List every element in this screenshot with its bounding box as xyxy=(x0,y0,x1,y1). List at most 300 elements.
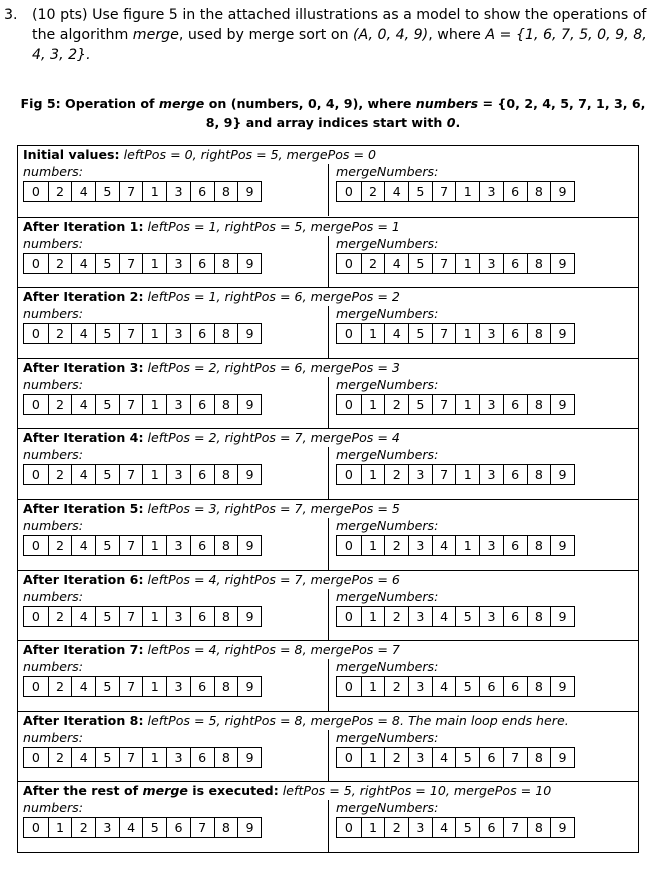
array-cell: 9 xyxy=(237,536,261,555)
array-cell: 4 xyxy=(71,254,95,273)
array-cell: 8 xyxy=(214,254,238,273)
array-cell: 1 xyxy=(142,748,166,767)
array-cell: 6 xyxy=(190,607,214,626)
array-cell: 6 xyxy=(190,748,214,767)
array-cell: 6 xyxy=(190,324,214,343)
numbers-column xyxy=(18,447,329,499)
array-cell: 5 xyxy=(455,677,479,696)
iteration-values: leftPos = 1, rightPos = 5, mergePos = 1 xyxy=(143,218,400,234)
array-cell: 2 xyxy=(384,748,408,767)
numbers-column xyxy=(18,800,329,852)
array-cell: 6 xyxy=(503,677,527,696)
array-cell: 2 xyxy=(48,182,72,201)
iteration-prefix-italic: merge xyxy=(142,783,188,799)
array-cell: 7 xyxy=(119,607,143,626)
iteration-values: leftPos = 1, rightPos = 6, mergePos = 2 xyxy=(143,289,400,305)
numbers-array xyxy=(23,464,262,485)
array-cell: 9 xyxy=(237,395,261,414)
array-cell: 4 xyxy=(71,182,95,201)
array-cell: 6 xyxy=(479,677,503,696)
array-cell: 9 xyxy=(550,748,574,767)
array-cell: 7 xyxy=(119,677,143,696)
array-cell: 9 xyxy=(550,818,574,837)
array-cell: 5 xyxy=(455,818,479,837)
numbers-column xyxy=(18,730,329,782)
array-cell: 6 xyxy=(503,182,527,201)
question-number: 3. xyxy=(4,7,18,23)
array-cell: 2 xyxy=(48,324,72,343)
array-cell: 9 xyxy=(550,607,574,626)
array-cell: 3 xyxy=(166,607,190,626)
merge-numbers-label: mergeNumbers: xyxy=(336,729,439,745)
iteration-section xyxy=(18,146,638,217)
iteration-values: leftPos = 2, rightPos = 6, mergePos = 3 xyxy=(143,359,400,375)
array-cell: 9 xyxy=(550,395,574,414)
array-cell: 9 xyxy=(237,818,261,837)
numbers-label: numbers: xyxy=(23,235,83,251)
array-cell: 2 xyxy=(48,254,72,273)
array-cell: 5 xyxy=(95,254,119,273)
array-cell: 4 xyxy=(71,395,95,414)
array-cell: 3 xyxy=(166,182,190,201)
array-cell: 6 xyxy=(190,677,214,696)
caption-b: on (numbers, 0, 4, 9), where xyxy=(204,96,416,111)
iteration-section xyxy=(18,217,638,288)
merge-numbers-column xyxy=(329,164,638,216)
numbers-label: numbers: xyxy=(23,376,83,392)
array-cell: 5 xyxy=(408,182,432,201)
iteration-prefix xyxy=(23,572,143,587)
array-cell: 2 xyxy=(384,677,408,696)
array-cell: 5 xyxy=(95,182,119,201)
array-cell: 8 xyxy=(214,395,238,414)
array-cell: 8 xyxy=(214,607,238,626)
merge-numbers-label: mergeNumbers: xyxy=(336,376,439,392)
array-cell: 0 xyxy=(344,538,353,553)
array-cell: 7 xyxy=(432,182,456,201)
question-merge-word: merge xyxy=(132,27,179,43)
numbers-column xyxy=(18,377,329,429)
caption-merge: merge xyxy=(158,96,205,111)
array-cell: 2 xyxy=(384,395,408,414)
array-cell: 4 xyxy=(384,254,408,273)
array-cell: 1 xyxy=(455,536,479,555)
array-cell: 2 xyxy=(71,818,95,837)
merge-numbers-array xyxy=(336,535,575,556)
array-cell: 7 xyxy=(119,324,143,343)
iteration-section xyxy=(18,287,638,358)
numbers-column xyxy=(18,659,329,711)
array-cell: 2 xyxy=(48,607,72,626)
array-cell: 1 xyxy=(142,395,166,414)
array-cell: 1 xyxy=(455,465,479,484)
merge-numbers-array xyxy=(336,181,575,202)
array-cell: 8 xyxy=(214,677,238,696)
iteration-prefix-text: After Iteration 5: xyxy=(23,501,144,516)
array-cell: 1 xyxy=(142,465,166,484)
iteration-state xyxy=(23,572,400,588)
array-cell: 9 xyxy=(550,465,574,484)
array-cell: 9 xyxy=(550,254,574,273)
array-cell: 4 xyxy=(71,748,95,767)
array-cell: 3 xyxy=(166,254,190,273)
array-cell: 3 xyxy=(408,536,432,555)
iteration-prefix-text: After Iteration 7: xyxy=(23,642,144,658)
array-cell: 6 xyxy=(166,818,190,837)
array-cell: 0 xyxy=(344,467,353,483)
merge-numbers-column xyxy=(329,306,638,358)
array-cell: 9 xyxy=(550,182,574,201)
iteration-state xyxy=(23,219,400,235)
iteration-state xyxy=(23,501,400,517)
array-cell: 1 xyxy=(361,465,385,484)
array-cell: 7 xyxy=(119,465,143,484)
array-cell: 2 xyxy=(384,818,408,837)
array-cell: 1 xyxy=(455,395,479,414)
merge-numbers-label: mergeNumbers: xyxy=(336,800,439,816)
array-cell: 0 xyxy=(344,679,353,695)
array-cell: 6 xyxy=(190,465,214,484)
numbers-array xyxy=(23,676,262,697)
merge-numbers-label: mergeNumbers: xyxy=(336,235,439,251)
array-cell: 5 xyxy=(95,677,119,696)
array-cell: 1 xyxy=(361,607,385,626)
numbers-array xyxy=(23,323,262,344)
array-cell: 7 xyxy=(119,182,143,201)
array-cell: 5 xyxy=(95,395,119,414)
array-cell: 2 xyxy=(48,748,72,767)
array-cell: 0 xyxy=(344,396,353,412)
numbers-array xyxy=(23,253,262,274)
iteration-prefix-text: After Iteration 1: xyxy=(23,218,144,234)
caption-numbers: numbers xyxy=(415,96,479,111)
iteration-section xyxy=(18,570,638,641)
array-cell: 7 xyxy=(119,748,143,767)
numbers-label: numbers: xyxy=(23,518,83,533)
array-cell: 6 xyxy=(190,395,214,414)
array-cell: 0 xyxy=(31,820,40,836)
iteration-values: leftPos = 3, rightPos = 7, mergePos = 5 xyxy=(143,501,400,516)
numbers-column xyxy=(18,164,329,216)
array-cell: 3 xyxy=(408,677,432,696)
array-cell: 1 xyxy=(142,182,166,201)
array-cell: 8 xyxy=(527,748,551,767)
array-cell: 5 xyxy=(408,395,432,414)
iteration-section xyxy=(18,428,638,499)
array-cell: 4 xyxy=(384,324,408,343)
array-cell: 6 xyxy=(190,254,214,273)
array-cell: 6 xyxy=(503,465,527,484)
figure-table xyxy=(17,145,639,853)
array-cell: 3 xyxy=(166,536,190,555)
array-cell: 7 xyxy=(503,818,527,837)
array-cell: 9 xyxy=(237,465,261,484)
iteration-prefix xyxy=(23,642,143,657)
array-cell: 3 xyxy=(479,324,503,343)
array-cell: 2 xyxy=(48,395,72,414)
array-cell: 8 xyxy=(214,324,238,343)
array-cell: 5 xyxy=(455,748,479,767)
merge-numbers-array xyxy=(336,817,575,838)
array-cell: 5 xyxy=(408,254,432,273)
array-cell: 8 xyxy=(527,465,551,484)
array-cell: 8 xyxy=(214,465,238,484)
numbers-array xyxy=(23,817,262,838)
array-cell: 2 xyxy=(48,536,72,555)
array-cell: 4 xyxy=(384,182,408,201)
array-cell: 0 xyxy=(31,679,40,695)
iteration-prefix-text: After Iteration 4: xyxy=(23,430,144,446)
array-cell: 2 xyxy=(361,254,385,273)
array-cell: 9 xyxy=(237,607,261,626)
array-cell: 9 xyxy=(550,536,574,555)
array-cell: 4 xyxy=(432,818,456,837)
array-cell: 5 xyxy=(455,607,479,626)
iteration-values: leftPos = 2, rightPos = 7, mergePos = 4 xyxy=(143,430,400,446)
array-cell: 4 xyxy=(71,324,95,343)
array-cell: 1 xyxy=(361,536,385,555)
iteration-values: leftPos = 5, rightPos = 8, mergePos = 8. The main loop ends here. xyxy=(143,712,569,728)
array-cell: 1 xyxy=(361,395,385,414)
merge-numbers-column xyxy=(329,589,638,641)
array-cell: 2 xyxy=(48,677,72,696)
array-cell: 8 xyxy=(527,818,551,837)
numbers-column xyxy=(18,589,329,641)
iteration-state xyxy=(23,289,400,305)
iteration-values: leftPos = 4, rightPos = 7, mergePos = 6 xyxy=(143,571,400,587)
array-cell: 3 xyxy=(479,536,503,555)
array-cell: 4 xyxy=(71,536,95,555)
array-cell: 0 xyxy=(31,255,40,271)
array-cell: 6 xyxy=(503,324,527,343)
array-cell: 3 xyxy=(166,677,190,696)
array-cell: 9 xyxy=(550,324,574,343)
numbers-column xyxy=(18,236,329,288)
array-cell: 0 xyxy=(31,749,40,765)
array-cell: 3 xyxy=(479,465,503,484)
array-cell: 0 xyxy=(344,326,353,342)
array-cell: 0 xyxy=(344,820,353,836)
array-cell: 8 xyxy=(527,677,551,696)
numbers-label: numbers: xyxy=(23,306,83,322)
array-cell: 4 xyxy=(432,677,456,696)
merge-numbers-column xyxy=(329,800,638,852)
iteration-state xyxy=(23,430,400,446)
question-array-a: A = {1, 6, 7, 5, 0, 9, 8, 4, 3, 2}. xyxy=(32,27,647,63)
numbers-label: numbers: xyxy=(23,164,83,179)
array-cell: 2 xyxy=(384,536,408,555)
array-cell: 0 xyxy=(31,396,40,412)
iteration-prefix xyxy=(23,713,143,728)
numbers-array xyxy=(23,394,262,415)
array-cell: 5 xyxy=(95,748,119,767)
array-cell: 6 xyxy=(503,395,527,414)
array-cell: 7 xyxy=(503,748,527,767)
array-cell: 8 xyxy=(214,748,238,767)
numbers-label: numbers: xyxy=(23,800,83,816)
array-cell: 0 xyxy=(31,608,40,624)
array-cell: 1 xyxy=(455,182,479,201)
array-cell: 3 xyxy=(166,465,190,484)
array-cell: 5 xyxy=(142,818,166,837)
array-cell: 4 xyxy=(71,465,95,484)
array-cell: 4 xyxy=(432,536,456,555)
array-cell: 1 xyxy=(455,254,479,273)
array-cell: 1 xyxy=(142,677,166,696)
array-cell: 7 xyxy=(432,465,456,484)
numbers-array xyxy=(23,606,262,627)
iteration-prefix-text: After Iteration 8: xyxy=(23,712,144,728)
iteration-state xyxy=(23,360,400,376)
numbers-array xyxy=(23,181,262,202)
array-cell: 9 xyxy=(550,677,574,696)
array-cell: 8 xyxy=(527,324,551,343)
array-cell: 1 xyxy=(361,677,385,696)
array-cell: 6 xyxy=(190,182,214,201)
iteration-prefix-text: After Iteration 3: xyxy=(23,359,144,375)
array-cell: 1 xyxy=(48,818,72,837)
array-cell: 2 xyxy=(384,607,408,626)
merge-numbers-array xyxy=(336,606,575,627)
merge-numbers-label: mergeNumbers: xyxy=(336,518,439,533)
merge-numbers-column xyxy=(329,730,638,782)
merge-numbers-column xyxy=(329,236,638,288)
merge-numbers-label: mergeNumbers: xyxy=(336,588,439,604)
array-cell: 0 xyxy=(344,608,353,624)
array-cell: 1 xyxy=(455,324,479,343)
merge-numbers-array xyxy=(336,394,575,415)
array-cell: 5 xyxy=(95,465,119,484)
merge-numbers-array xyxy=(336,676,575,697)
iteration-prefix-text: After Iteration 2: xyxy=(23,289,144,305)
array-cell: 1 xyxy=(142,324,166,343)
array-cell: 3 xyxy=(95,818,119,837)
array-cell: 9 xyxy=(237,677,261,696)
merge-numbers-column xyxy=(329,659,638,711)
array-cell: 6 xyxy=(503,536,527,555)
array-cell: 4 xyxy=(119,818,143,837)
numbers-label: numbers: xyxy=(23,588,83,604)
array-cell: 8 xyxy=(527,182,551,201)
figure-caption xyxy=(16,94,650,132)
array-cell: 8 xyxy=(527,607,551,626)
array-cell: 9 xyxy=(237,254,261,273)
array-cell: 0 xyxy=(344,255,353,271)
question-args: (A, 0, 4, 9) xyxy=(353,27,429,43)
array-cell: 7 xyxy=(432,254,456,273)
array-cell: 5 xyxy=(95,324,119,343)
question-text-c: , where xyxy=(428,27,486,43)
array-cell: 3 xyxy=(479,607,503,626)
array-cell: 1 xyxy=(142,254,166,273)
array-cell: 4 xyxy=(432,748,456,767)
array-cell: 8 xyxy=(527,395,551,414)
caption-d: . xyxy=(455,115,461,130)
iteration-section xyxy=(18,499,638,570)
iteration-prefix xyxy=(23,147,120,162)
question-text-a: Use figure 5 in the attached illustrations as a model to show the operations of the algorithm xyxy=(32,7,647,43)
iteration-prefix-text: After the rest of xyxy=(23,783,143,799)
array-cell: 3 xyxy=(479,395,503,414)
iteration-prefix xyxy=(23,430,143,445)
caption-a: Fig 5: Operation of xyxy=(20,96,159,111)
array-cell: 9 xyxy=(237,324,261,343)
caption-c: = {0, 2, 4, 5, 7, 1, 3, 6, 8, 9} and array indices start with xyxy=(205,96,646,130)
array-cell: 0 xyxy=(344,184,353,199)
array-cell: 1 xyxy=(361,748,385,767)
array-cell: 0 xyxy=(31,326,40,342)
iteration-prefix xyxy=(23,219,143,234)
iteration-values: leftPos = 4, rightPos = 8, mergePos = 7 xyxy=(143,642,400,658)
iteration-values: leftPos = 5, rightPos = 10, mergePos = 10 xyxy=(278,783,552,799)
array-cell: 8 xyxy=(214,536,238,555)
caption-zero: 0 xyxy=(446,115,456,130)
array-cell: 4 xyxy=(71,607,95,626)
iteration-state xyxy=(23,147,376,163)
numbers-array xyxy=(23,747,262,768)
merge-numbers-label: mergeNumbers: xyxy=(336,447,439,463)
array-cell: 3 xyxy=(408,607,432,626)
array-cell: 8 xyxy=(527,254,551,273)
array-cell: 7 xyxy=(119,395,143,414)
iteration-prefix xyxy=(23,289,143,304)
array-cell: 1 xyxy=(361,818,385,837)
array-cell: 3 xyxy=(479,254,503,273)
array-cell: 5 xyxy=(95,607,119,626)
question-points: (10 pts) xyxy=(32,7,88,23)
merge-numbers-array xyxy=(336,464,575,485)
iteration-section xyxy=(18,358,638,429)
iteration-section xyxy=(18,640,638,711)
numbers-column xyxy=(18,518,329,570)
array-cell: 3 xyxy=(408,465,432,484)
iteration-prefix-end: is executed: xyxy=(187,783,279,799)
array-cell: 6 xyxy=(479,748,503,767)
array-cell: 6 xyxy=(190,536,214,555)
iteration-section xyxy=(18,711,638,782)
numbers-label: numbers: xyxy=(23,659,83,675)
numbers-column xyxy=(18,306,329,358)
iteration-state xyxy=(23,642,400,658)
array-cell: 3 xyxy=(166,395,190,414)
merge-numbers-label: mergeNumbers: xyxy=(336,164,439,179)
array-cell: 4 xyxy=(432,607,456,626)
merge-numbers-label: mergeNumbers: xyxy=(336,659,439,675)
array-cell: 8 xyxy=(527,536,551,555)
array-cell: 0 xyxy=(31,538,40,553)
array-cell: 5 xyxy=(95,536,119,555)
iteration-prefix xyxy=(23,501,143,516)
iteration-section xyxy=(18,781,638,852)
array-cell: 3 xyxy=(166,748,190,767)
merge-numbers-column xyxy=(329,518,638,570)
array-cell: 8 xyxy=(214,818,238,837)
array-cell: 1 xyxy=(361,324,385,343)
array-cell: 6 xyxy=(479,818,503,837)
iteration-prefix xyxy=(23,360,143,375)
array-cell: 2 xyxy=(384,465,408,484)
array-cell: 7 xyxy=(190,818,214,837)
merge-numbers-array xyxy=(336,323,575,344)
array-cell: 5 xyxy=(408,324,432,343)
array-cell: 0 xyxy=(31,467,40,483)
iteration-prefix-text: Initial values: xyxy=(23,147,120,162)
numbers-label: numbers: xyxy=(23,447,83,463)
array-cell: 1 xyxy=(142,536,166,555)
question-text-b: , used by merge sort on xyxy=(178,27,354,43)
iteration-prefix-text: After Iteration 6: xyxy=(23,571,144,587)
question-body xyxy=(32,5,659,65)
